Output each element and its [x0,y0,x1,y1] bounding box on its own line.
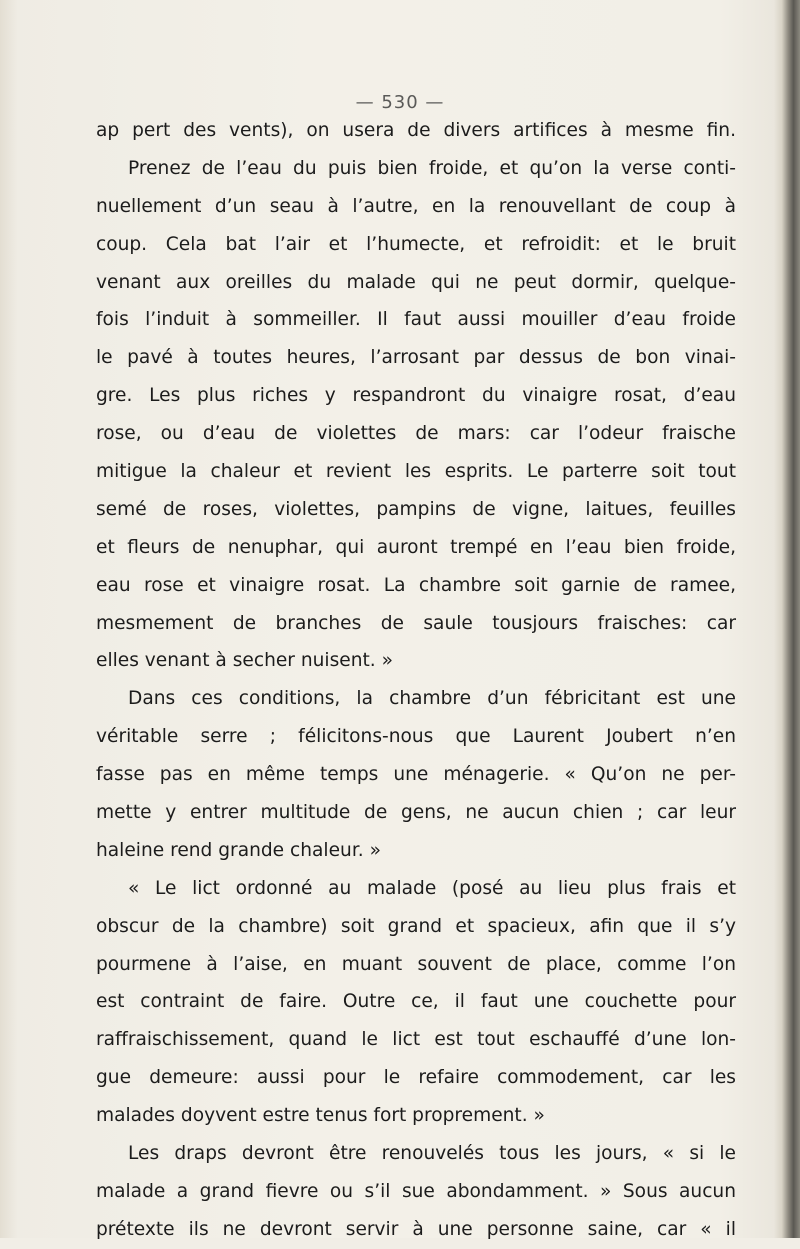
text-line: gue demeure: aussi pour le refaire commodement, car les [96,1067,736,1089]
text-line: gre. Les plus riches y respandront du vinaigre rosat, d’eau [96,385,736,407]
text-line: Prenez de l’eau du puis bien froide, et qu’on la verse conti- [128,157,736,179]
text-line: ap pert des vents), on usera de divers artifices à mesme fin. [96,120,736,141]
text-line: elles venant à secher nuisent. » [96,650,393,672]
text-line: Dans ces conditions, la chambre d’un fébricitant est une [128,688,736,710]
text-line: obscur de la chambre) soit grand et spacieux, afin que il s’y [96,915,736,937]
text-line: venant aux oreilles du malade qui ne peut dormir, quelque- [96,271,736,293]
body-text [96,112,736,1249]
text-line: malades doyvent estre tenus fort proprement. » [96,1105,545,1127]
text-line: prétexte ils ne devront servir à une personne saine, car « il [96,1218,736,1240]
text-line: et fleurs de nenuphar, qui auront trempé en l’eau bien froide, [96,536,736,558]
text-line: Les draps devront être renouvelés tous les jours, « si le [128,1143,736,1165]
text-line: fois l’induit à sommeiller. Il faut aussi mouiller d’eau froide [96,309,736,331]
text-line: pourmene à l’aise, en muant souvent de place, comme l’on [96,953,736,975]
text-line: mesmement de branches de saule tousjours fraisches: car [96,612,736,634]
text-line: fasse pas en même temps une ménagerie. « Qu’on ne per- [96,764,736,786]
text-line: rose, ou d’eau de violettes de mars: car l’odeur fraische [96,423,736,445]
text-line: haleine rend grande chaleur. » [96,839,381,861]
text-line: mitigue la chaleur et revient les esprits. Le parterre soit tout [96,461,736,483]
text-line: malade a grand fievre ou s’il sue abondamment. » Sous aucun [96,1180,736,1202]
text-line: « Le lict ordonné au malade (posé au lieu plus frais et [128,877,736,899]
book-binding-edge [774,0,800,1238]
text-line: est contraint de faire. Outre ce, il faut une couchette pour [96,991,736,1013]
text-line: semé de roses, violettes, pampins de vigne, laitues, feuilles [96,498,736,520]
page-number: — 530 — [355,92,445,113]
text-line: le pavé à toutes heures, l’arrosant par dessus de bon vinai- [96,347,736,369]
text-line: eau rose et vinaigre rosat. La chambre soit garnie de ramee, [96,574,736,596]
page-left-shadow [0,0,18,1238]
text-line: nuellement d’un seau à l’autre, en la renouvellant de coup à [96,195,736,217]
text-line: coup. Cela bat l’air et l’humecte, et refroidit: et le bruit [96,233,736,255]
text-line: véritable serre ; félicitons-nous que Laurent Joubert n’en [96,726,736,748]
text-line: raffraischissement, quand le lict est tout eschauffé d’une lon- [96,1029,736,1051]
text-line: mette y entrer multitude de gens, ne aucun chien ; car leur [96,802,736,824]
